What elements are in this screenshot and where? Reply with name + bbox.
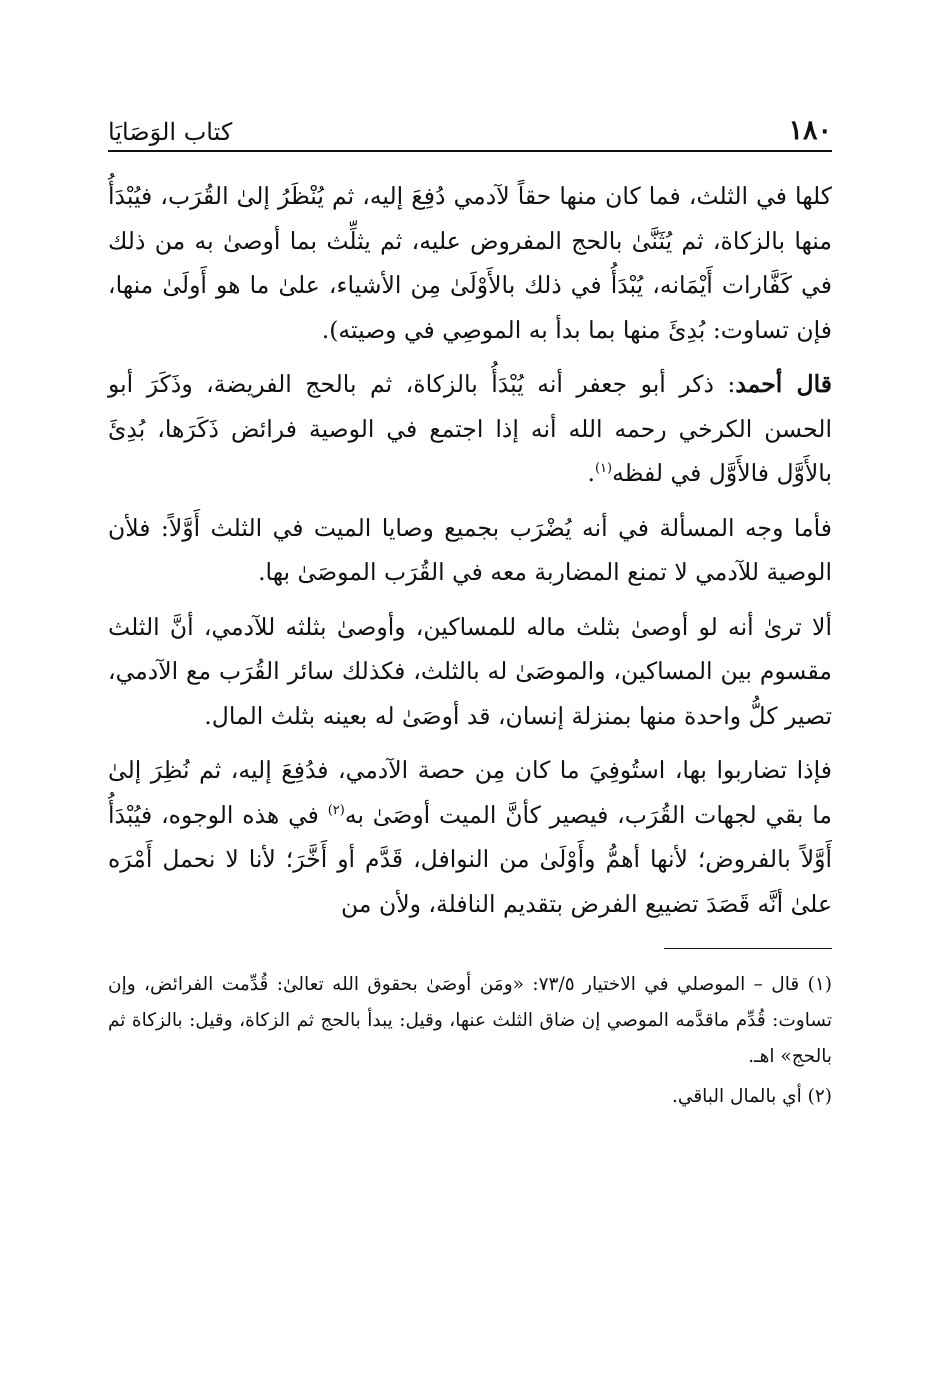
paragraph-2-text: : ذكر أبو جعفر أنه يُبْدَأُ بالزكاة، ثم بالحج الفريضة، وذَكَرَ أبو الحسن الكرخي رحمه الله أنه إذا اجتمع في الوصية فرائض ذَكَرَها، بُدِئَ بالأَوَّل فالأَوَّل في لفظه [108, 370, 832, 487]
footnote-ref-2[interactable]: (٢) [327, 802, 345, 818]
paragraph-1: كلها في الثلث، فما كان منها حقاً لآدمي دُفِعَ إليه، ثم يُنْظَرُ إلىٰ القُرَب، فيُبْدَأُ منها بالزكاة، ثم يُثَنَّىٰ بالحج المفروض عليه، ثم يثلِّث بما أوصىٰ به من ذلك في كَفَّارات أَيْمَانه، يُبْدَأُ في ذلك بالأَوْلَىٰ مِن الأشياء، علىٰ ما هو أَولَىٰ منها، فإن تساوت: بُدِئَ منها بما بدأ به الموصِي في وصيته). [108, 182, 832, 344]
paragraph-5-text-a: فإذا تضاربوا بها، استُوفِيَ ما كان مِن حصة الآدمي، فدُفِعَ إليه، ثم نُظِرَ إلىٰ ما بقي لجهات القُرَب، فيصير كأنَّ الميت أوصَىٰ به [108, 756, 832, 829]
footnote-divider [664, 948, 832, 949]
footnotes [108, 967, 832, 1115]
main-text [108, 174, 832, 926]
page-header [108, 100, 832, 152]
book-page [108, 100, 832, 1119]
page-number: ١٨٠ [788, 115, 832, 146]
paragraph-4: ألا ترىٰ أنه لو أوصىٰ بثلث ماله للمساكين، وأوصىٰ بثلثه للآدمي، أنَّ الثلث مقسوم بين المساكين، والموصَىٰ له بالثلث، فكذلك سائر القُرَب مع الآدمي، تصير كلُّ واحدة منها بمنزلة إنسان، قد أوصَىٰ له بعينه بثلث المال. [108, 612, 832, 730]
paragraph-5 [108, 748, 832, 926]
paragraph-2-lead: قال أحمد [735, 370, 832, 398]
footnote-2: (٢) أي بالمال الباقي. [672, 1086, 832, 1107]
paragraph-2-end: . [587, 459, 595, 487]
footnote-ref-1[interactable]: (١) [594, 461, 613, 477]
running-title: كتاب الوَصَايَا [108, 118, 233, 146]
footnote-1: (١) قال – الموصلي في الاختيار ٧٣/٥: «ومَن أوصَىٰ بحقوق الله تعالىٰ: قُدِّمت الفرائض، وإن تساوت: قُدِّم ماقدَّمه الموصي إن ضاق الثلث عنها، وقيل: يبدأ بالحج ثم الزكاة، وقيل: بالزكاة ثم بالحج» اهـ. [108, 974, 832, 1067]
paragraph-3: فأما وجه المسألة في أنه يُضْرَب بجميع وصايا الميت في الثلث أَوَّلاً: فلأن الوصية للآدمي لا تمنع المضاربة معه في القُرَب الموصَىٰ بها. [108, 513, 832, 586]
paragraph-2 [108, 362, 832, 496]
paragraph-5-text-b: في هذه الوجوه، فيُبْدَأُ أَوَّلاً بالفروض؛ لأنها أهمُّ وأَوْلَىٰ من النوافل، قَدَّم أو أَخَّرَ؛ لأنا لا نحمل أَمْرَه علىٰ أنَّه قَصَدَ تضييع الفرض بتقديم النافلة، ولأن من [108, 800, 832, 918]
